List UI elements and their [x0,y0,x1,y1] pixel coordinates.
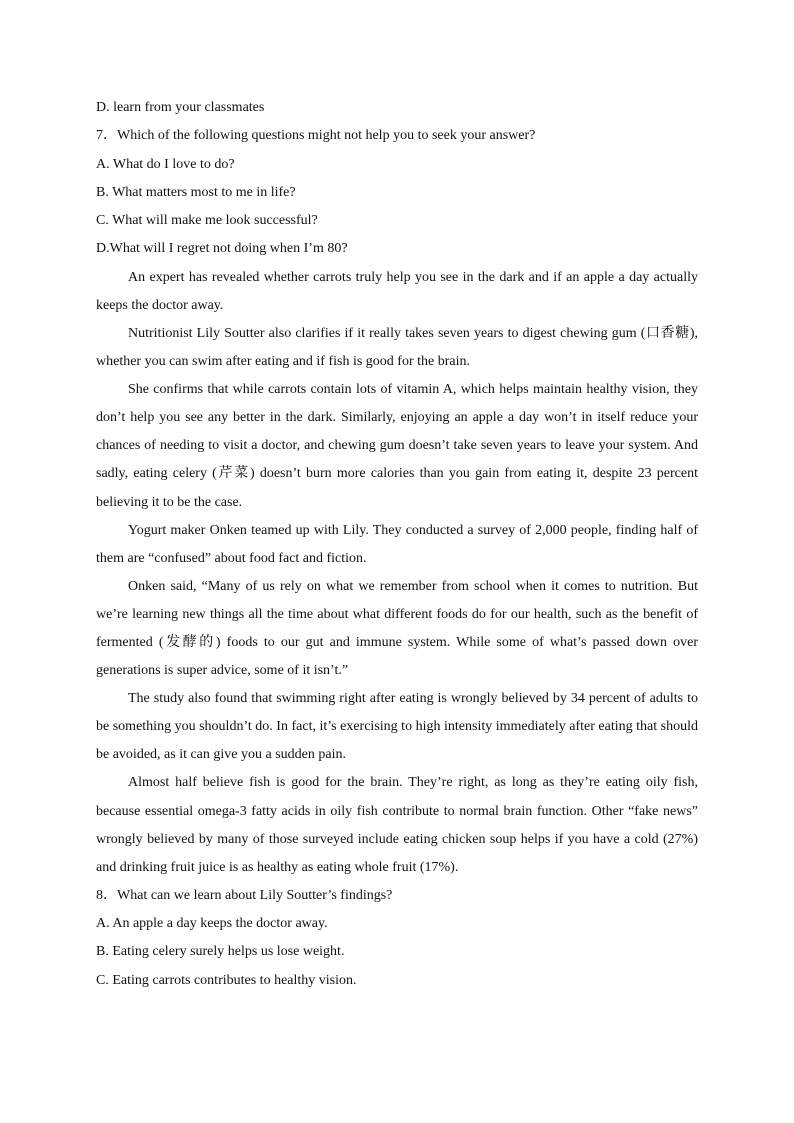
q7-option-c: C. What will make me look successful? [96,213,318,229]
reading-passage [96,264,698,882]
q7-option-a: A. What do I love to do? [96,156,235,172]
passage-paragraph-6: The study also found that swimming right after eating is wrongly believed by 34 percent of adults to be something you shouldn’t do. In fact, it’s exercising to high intensity immediately after eating that should be avoided, as it can give you a sudden pain. [96,691,698,763]
q8-option-b: B. Eating celery surely helps us lose weight. [96,944,345,960]
passage-paragraph-7: Almost half believe fish is good for the brain. They’re right, as long as they’re eating oily fish, because essential omega-3 fatty acids in oily fish contribute to normal brain function. Other “fake news” wrongly believed by many of those surveyed include eating chicken soup helps if you have a cold (27%) and drinking fruit juice is as healthy as eating whole fruit (17%). [96,775,698,875]
passage-paragraph-3: She confirms that while carrots contain lots of vitamin A, which helps maintain healthy vision, they don’t help you see any better in the dark. Similarly, enjoying an apple a day won’t in itself reduce your chances of needing to visit a doctor, and chewing gum doesn’t take seven years to leave your system. And sadly, eating celery (芹菜) doesn’t burn more calories than you gain from eating it, despite 23 percent believing it to be the case. [96,382,698,510]
passage-paragraph-4: Yogurt maker Onken teamed up with Lily. They conducted a survey of 2,000 people, finding half of them are “confused” about food fact and fiction. [96,522,698,566]
q8-stem: 8．What can we learn about Lily Soutter’s findings? [96,887,393,903]
q7-stem: 7．Which of the following questions might not help you to seek your answer? [96,128,536,144]
q8-option-a: A. An apple a day keeps the doctor away. [96,916,328,932]
q6-option-d: D. learn from your classmates [96,100,265,115]
q7-option-d: D.What will I regret not doing when I’m 80? [96,241,348,257]
passage-paragraph-1: An expert has revealed whether carrots truly help you see in the dark and if an apple a day actually keeps the doctor away. [96,269,698,313]
document-page [96,94,698,995]
q7-option-b: B. What matters most to me in life? [96,184,296,200]
q8-option-c: C. Eating carrots contributes to healthy vision. [96,972,357,988]
passage-paragraph-2: Nutritionist Lily Soutter also clarifies if it really takes seven years to digest chewing gum (口香糖), whether you can swim after eating and if fish is good for the brain. [96,325,698,370]
passage-paragraph-5: Onken said, “Many of us rely on what we remember from school when it comes to nutrition. But we’re learning new things all the time about what different foods do for our health, such as the benefit of fermented (发酵的) foods to our gut and immune system. While some of what’s passed down over generations is super advice, some of it isn’t.” [96,578,698,679]
